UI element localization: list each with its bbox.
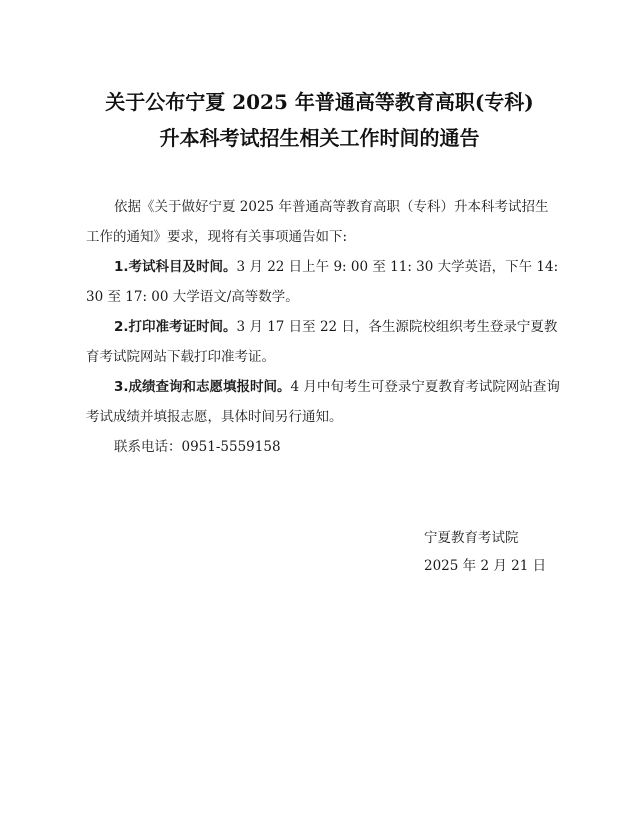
item-admission-ticket <box>86 312 560 372</box>
item-exam-schedule-text: 3 月 22 日上午 9: 00 至 11: 30 大学英语，下午 14: 30 至 17: 00 大学语文/高等数学。 <box>86 259 559 305</box>
item-score-query-heading: 3.成绩查询和志愿填报时间。 <box>114 379 291 395</box>
item-score-query-text: 4 月中旬考生可登录宁夏教育考试院网站查询考试成绩并填报志愿，具体时间另行通知。 <box>86 379 560 425</box>
notice-body <box>86 192 560 462</box>
notice-title-line1: 关于公布宁夏 2025 年普通高等教育高职(专科) <box>105 90 534 114</box>
signature-date: 2025 年 2 月 21 日 <box>424 558 547 574</box>
notice-title-line2: 升本科考试招生相关工作时间的通告 <box>159 126 480 150</box>
item-exam-schedule-heading: 1.考试科目及时间。 <box>114 259 237 275</box>
item-score-query <box>86 372 560 432</box>
intro-paragraph: 依据《关于做好宁夏 2025 年普通高等教育高职（专科）升本科考试招生工作的通知》要求，现将有关事项通告如下: <box>86 199 549 245</box>
item-admission-ticket-text: 3 月 17 日至 22 日，各生源院校组织考生登录宁夏教育考试院网站下载打印准考证。 <box>86 319 558 365</box>
contact-phone: 联系电话：0951-5559158 <box>114 439 281 455</box>
item-admission-ticket-heading: 2.打印准考证时间。 <box>114 319 237 335</box>
signature-organization: 宁夏教育考试院 <box>424 530 519 546</box>
item-exam-schedule <box>86 252 560 312</box>
